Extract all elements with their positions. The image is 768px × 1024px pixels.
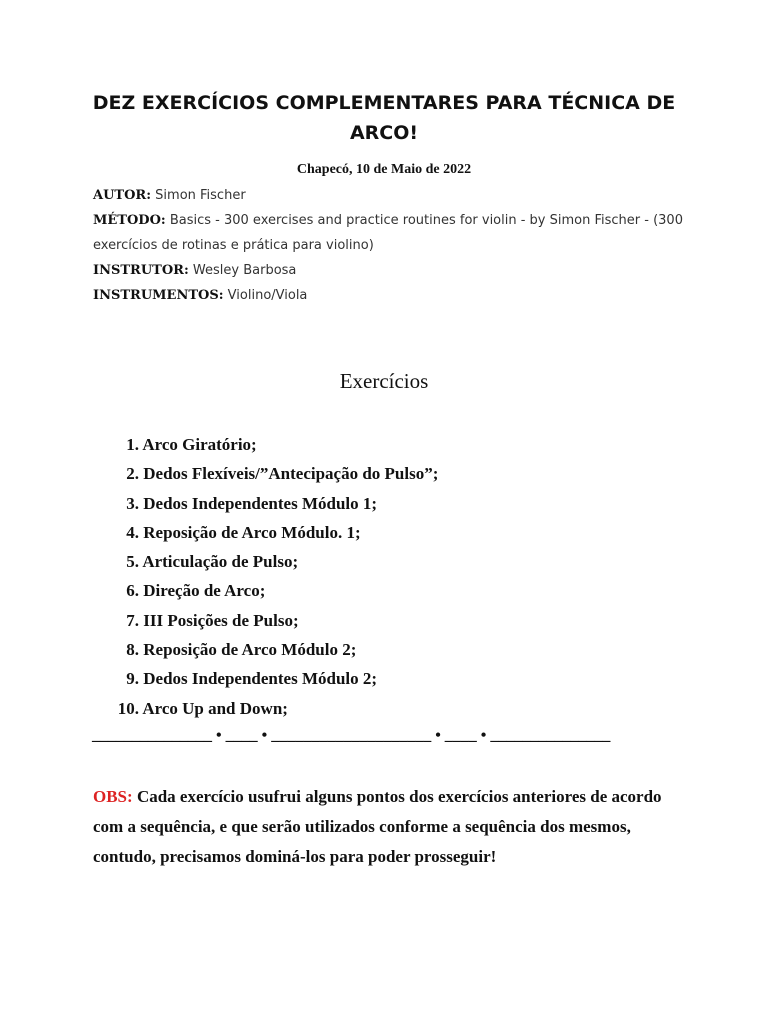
list-item-text: III Posições de Pulso; [143, 610, 299, 630]
meta-method [93, 208, 693, 258]
list-item [112, 694, 438, 723]
dotted-divider: _______________ • ____ • ____________________ • ____ • _______________ [92, 727, 611, 744]
observation-note [93, 782, 683, 872]
meta-instruments-value: Violino/Viola [223, 288, 308, 303]
list-item [112, 606, 438, 635]
list-item-text: Dedos Independentes Módulo 2; [143, 669, 378, 689]
meta-instruments-key: INSTRUMENTOS: [93, 288, 224, 303]
meta-instructor-key: INSTRUTOR: [93, 263, 189, 278]
obs-text: Cada exercício usufrui alguns pontos dos exercícios anteriores de acordo com a sequência, e que serão utilizados conforme a sequência dos mesmos, contudo, precisamos dominá-los para poder prosseguir! [93, 787, 662, 866]
list-item-text: Reposição de Arco Módulo. 1; [143, 522, 361, 542]
list-item-number: 4. [126, 522, 139, 542]
list-item [112, 664, 438, 693]
metadata-block [93, 183, 693, 308]
list-item [112, 518, 438, 547]
meta-author [93, 183, 693, 208]
list-item-text: Dedos Flexíveis/”Antecipação do Pulso”; [143, 464, 439, 484]
list-item-number: 7. [126, 610, 139, 630]
list-item-number: 5. [126, 552, 139, 572]
list-item-text: Dedos Independentes Módulo 1; [143, 493, 378, 513]
list-item-text: Arco Giratório; [142, 435, 257, 454]
list-item [112, 576, 438, 605]
list-item-text: Reposição de Arco Módulo 2; [143, 640, 357, 660]
meta-author-key: AUTOR: [93, 188, 152, 203]
exercise-list [112, 430, 438, 723]
list-item-text: Direção de Arco; [143, 581, 266, 601]
meta-instruments [93, 283, 693, 308]
list-item-number: 3. [126, 493, 139, 513]
list-item [112, 459, 438, 488]
list-item-number: 1. [126, 435, 139, 454]
list-item-number: 2. [126, 464, 139, 484]
meta-instructor-value: Wesley Barbosa [188, 263, 297, 278]
meta-author-value: Simon Fischer [151, 188, 246, 203]
meta-method-key: MÉTODO: [93, 213, 166, 228]
meta-instructor [93, 258, 693, 283]
section-heading: Exercícios [339, 369, 429, 393]
list-item [112, 547, 438, 576]
list-item-text: Arco Up and Down; [142, 698, 288, 718]
list-item [112, 489, 438, 518]
list-item [112, 635, 438, 664]
date-line: Chapecó, 10 de Maio de 2022 [296, 162, 472, 177]
document-title: DEZ EXERCÍCIOS COMPLEMENTARES PARA TÉCNICA DE ARCO! [92, 92, 676, 144]
list-item-number: 10. [117, 698, 139, 718]
list-item [112, 430, 438, 459]
list-item-text: Articulação de Pulso; [142, 552, 299, 572]
list-item-number: 6. [126, 581, 139, 601]
list-item-number: 8. [126, 640, 139, 660]
obs-label: OBS: [93, 787, 133, 806]
list-item-number: 9. [126, 669, 139, 689]
meta-method-value: Basics - 300 exercises and practice routines for violin - by Simon Fischer - (300 exercícios de rotinas e prática para violino) [93, 213, 683, 253]
